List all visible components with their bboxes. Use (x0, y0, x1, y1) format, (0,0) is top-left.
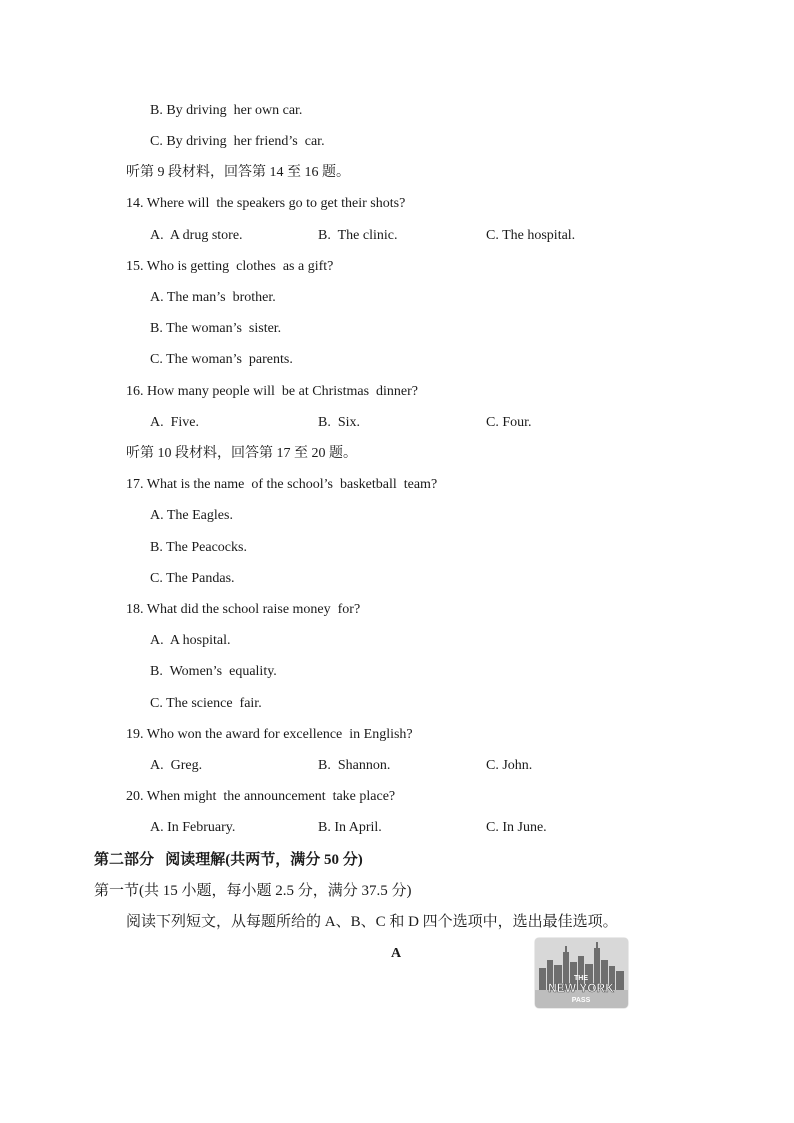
question-17: 17. What is the name of the school’s basketball team? (126, 477, 438, 492)
logo-text-new-york: NEW YORK (548, 981, 614, 995)
question-19: 19. Who won the award for excellence in English? (126, 727, 413, 742)
q19-option-b: B. Shannon. (318, 758, 391, 773)
q18-option-b: B. Women’s equality. (150, 664, 277, 679)
skyline-icon (535, 938, 628, 1008)
q16-option-a: A. Five. (150, 415, 199, 430)
q20-option-a: A. In February. (150, 820, 236, 835)
q15-option-b: B. The woman’s sister. (150, 321, 282, 336)
q17-option-b: B. The Peacocks. (150, 540, 247, 555)
q17-option-c: C. The Pandas. (150, 571, 235, 586)
logo-text-the: THE (574, 975, 588, 982)
section-9-heading: 听第 9 段材料，回答第 14 至 16 题。 (126, 165, 350, 180)
q16-option-c: C. Four. (486, 415, 532, 430)
reading-instructions: 阅读下列短文，从每题所给的 A、B、C 和 D 四个选项中，选出最佳选项。 (126, 914, 618, 930)
q19-option-c: C. John. (486, 758, 533, 773)
logo-text-pass: PASS (571, 997, 591, 1004)
q15-option-a: A. The man’s brother. (150, 290, 276, 305)
question-16: 16. How many people will be at Christmas dinner? (126, 384, 418, 399)
question-14: 14. Where will the speakers go to get their shots? (126, 196, 406, 211)
question-15: 15. Who is getting clothes as a gift? (126, 259, 334, 274)
passage-label: A (391, 946, 402, 961)
q14-option-b: B. The clinic. (318, 228, 398, 243)
q16-option-b: B. Six. (318, 415, 361, 430)
part-2-heading: 第二部分 阅读理解(共两节，满分 50 分) (94, 852, 363, 868)
q13-option-b: B. By driving her own car. (150, 103, 303, 118)
question-18: 18. What did the school raise money for? (126, 602, 361, 617)
q14-option-c: C. The hospital. (486, 228, 576, 243)
q18-option-c: C. The science fair. (150, 696, 262, 711)
q14-option-a: A. A drug store. (150, 228, 243, 243)
q17-option-a: A. The Eagles. (150, 508, 233, 523)
q13-option-c: C. By driving her friend’s car. (150, 134, 325, 149)
q20-option-b: B. In April. (318, 820, 382, 835)
section-1-heading: 第一节(共 15 小题，每小题 2.5 分，满分 37.5 分) (94, 883, 412, 899)
question-20: 20. When might the announcement take place? (126, 789, 396, 804)
q19-option-a: A. Greg. (150, 758, 203, 773)
q20-option-c: C. In June. (486, 820, 547, 835)
section-10-heading: 听第 10 段材料，回答第 17 至 20 题。 (126, 446, 357, 461)
q18-option-a: A. A hospital. (150, 633, 231, 648)
q15-option-c: C. The woman’s parents. (150, 352, 293, 367)
new-york-pass-logo (535, 938, 628, 1008)
